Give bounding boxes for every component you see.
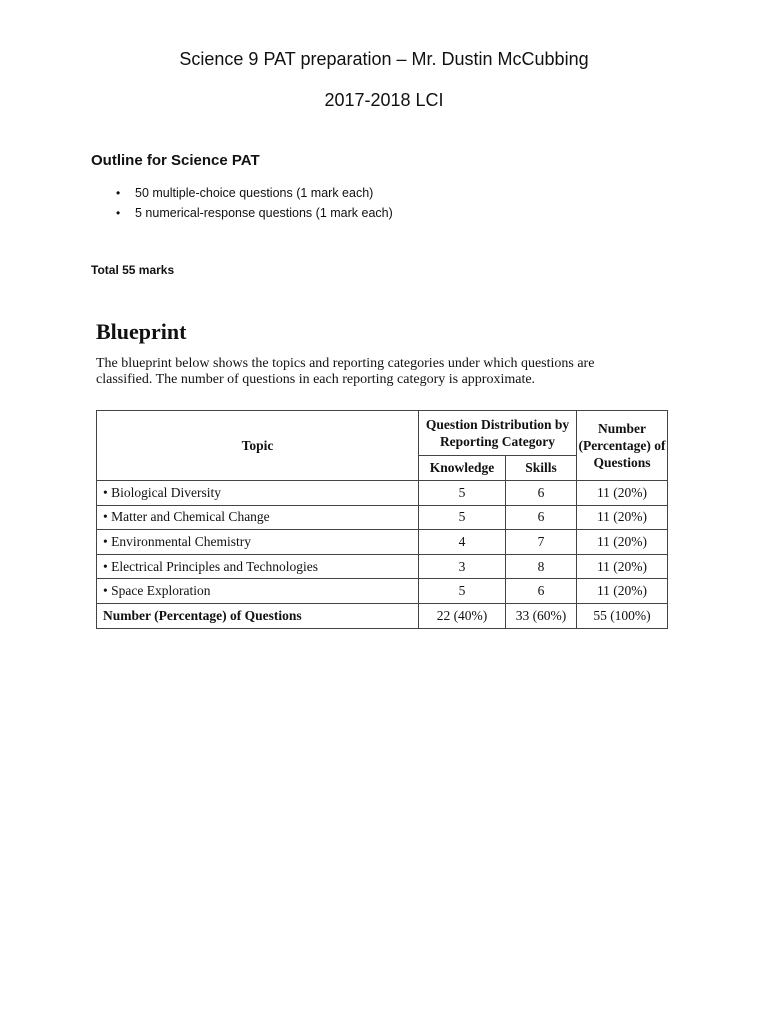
row-knowledge: 5 — [419, 579, 506, 604]
row-number: 11 (20%) — [577, 530, 668, 555]
row-number: 11 (20%) — [577, 579, 668, 604]
total-skills: 33 (60%) — [506, 603, 577, 628]
row-skills: 6 — [506, 505, 577, 530]
table-header-row — [97, 411, 668, 456]
table-total-row — [97, 603, 668, 628]
bullet-icon: • — [116, 206, 121, 220]
header-distribution: Question Distribution by Reporting Category — [419, 411, 577, 456]
outline-item-text: 50 multiple-choice questions (1 mark each) — [135, 186, 374, 200]
header-skills: Skills — [506, 456, 577, 481]
table-row — [97, 554, 668, 579]
row-knowledge: 5 — [419, 505, 506, 530]
blueprint-description: The blueprint below shows the topics and reporting categories under which questions are classified. The number of questions in each reporting category is approximate. — [96, 356, 595, 387]
row-knowledge: 4 — [419, 530, 506, 555]
blueprint-table — [96, 410, 668, 629]
row-knowledge: 5 — [419, 481, 506, 506]
blueprint-section — [96, 318, 670, 623]
outline-list — [91, 183, 393, 223]
total-marks: Total 55 marks — [91, 263, 175, 277]
document-title: Science 9 PAT preparation – Mr. Dustin McCubbing — [179, 49, 589, 69]
table-row — [97, 579, 668, 604]
outline-heading: Outline for Science PAT — [91, 152, 260, 169]
table-row — [97, 530, 668, 555]
table-row — [97, 481, 668, 506]
row-skills: 6 — [506, 481, 577, 506]
row-topic: • Electrical Principles and Technologies — [97, 554, 419, 579]
row-topic: • Space Exploration — [97, 579, 419, 604]
bullet-icon: • — [116, 186, 121, 200]
row-skills: 8 — [506, 554, 577, 579]
row-topic: • Biological Diversity — [97, 481, 419, 506]
row-number: 11 (20%) — [577, 481, 668, 506]
header-topic: Topic — [97, 411, 419, 481]
outline-item-text: 5 numerical-response questions (1 mark each) — [135, 206, 393, 220]
outline-item — [91, 203, 393, 223]
outline-item — [91, 183, 393, 203]
total-number: 55 (100%) — [577, 603, 668, 628]
blueprint-heading: Blueprint — [96, 319, 187, 344]
table-row — [97, 505, 668, 530]
header-knowledge: Knowledge — [419, 456, 506, 481]
row-number: 11 (20%) — [577, 505, 668, 530]
row-knowledge: 3 — [419, 554, 506, 579]
total-topic: Number (Percentage) of Questions — [97, 603, 419, 628]
row-topic: • Environmental Chemistry — [97, 530, 419, 555]
total-knowledge: 22 (40%) — [419, 603, 506, 628]
row-number: 11 (20%) — [577, 554, 668, 579]
document-subtitle: 2017-2018 LCI — [324, 90, 444, 110]
header-number: Number (Percentage) of Questions — [577, 411, 668, 481]
row-topic: • Matter and Chemical Change — [97, 505, 419, 530]
row-skills: 6 — [506, 579, 577, 604]
row-skills: 7 — [506, 530, 577, 555]
